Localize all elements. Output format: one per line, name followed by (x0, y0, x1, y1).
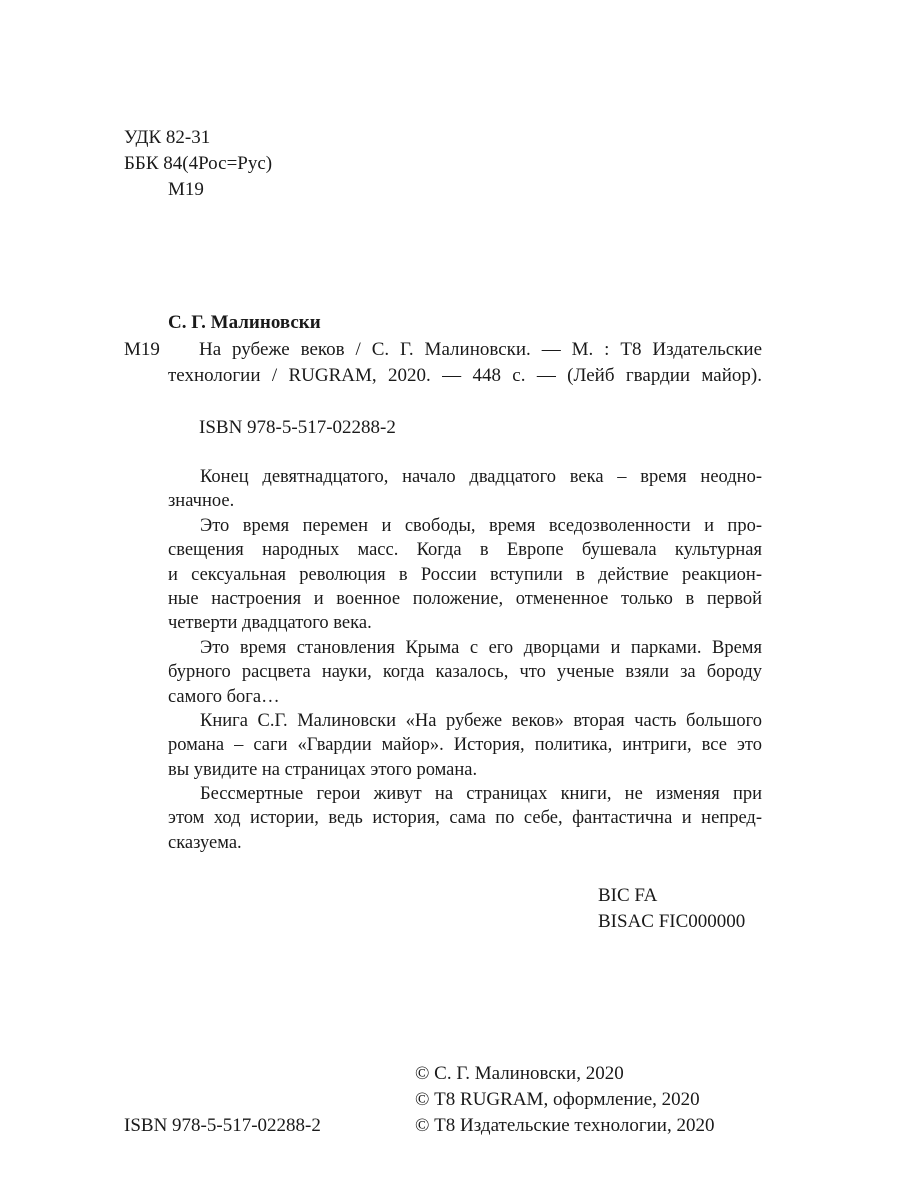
abstract-line: свещения народных масс. Когда в Европе бушевала культурная (168, 540, 762, 561)
record-isbn: ISBN 978-5-517-02288-2 (199, 417, 396, 438)
author-name: С. Г. Малиновски (168, 312, 321, 333)
abstract-line: сказуема. (168, 832, 242, 853)
record-line-1: На рубеже веков / С. Г. Малиновски. — М. : Т8 Издательские (199, 339, 762, 360)
abstract-line: вы увидите на страницах этого романа. (168, 759, 478, 780)
copyright-line: © Т8 Издательские технологии, 2020 (415, 1115, 715, 1136)
abstract-line: четверти двадцатого века. (168, 613, 372, 634)
abstract-line: и сексуальная революция в России вступили в действие реакцион- (168, 564, 762, 585)
abstract (168, 465, 762, 855)
copyright-line: © С. Г. Малиновски, 2020 (415, 1063, 624, 1084)
abstract-line: Бессмертные герои живут на страницах книги, не изменяя при (200, 784, 762, 805)
abstract-line: Книга С.Г. Малиновски «На рубеже веков» вторая часть большого (200, 710, 762, 731)
author-mark: М19 (168, 179, 204, 200)
record-mark: М19 (124, 339, 160, 360)
abstract-line: Это время перемен и свободы, время вседозволенности и про- (200, 515, 762, 536)
record-line-2: технологии / RUGRAM, 2020. — 448 с. — (Лейб гвардии майор). (168, 365, 762, 386)
bbk-code: ББК 84(4Рос=Рус) (124, 153, 273, 174)
abstract-line: самого бога… (168, 686, 280, 707)
abstract-line: ные настроения и военное положение, отмененное только в первой (168, 588, 762, 609)
udk-code: УДК 82-31 (124, 127, 211, 148)
abstract-line: значное. (168, 491, 235, 512)
abstract-line: романа – саги «Гвардии майор». История, политика, интриги, все это (168, 735, 762, 756)
abstract-line: этом ход истории, ведь история, сама по себе, фантастична и непред- (168, 808, 762, 829)
copyright-line: © Т8 RUGRAM, оформление, 2020 (415, 1089, 700, 1110)
abstract-line: Это время становления Крыма с его дворцами и парками. Время (200, 637, 762, 658)
bisac-code: BISAC FIC000000 (598, 911, 746, 932)
bic-code: BIC FA (598, 885, 658, 906)
footer-isbn: ISBN 978-5-517-02288-2 (124, 1115, 321, 1136)
abstract-line: бурного расцвета науки, когда казалось, что ученые взяли за бороду (168, 662, 762, 683)
abstract-line: Конец девятнадцатого, начало двадцатого века – время неодно- (200, 467, 762, 487)
